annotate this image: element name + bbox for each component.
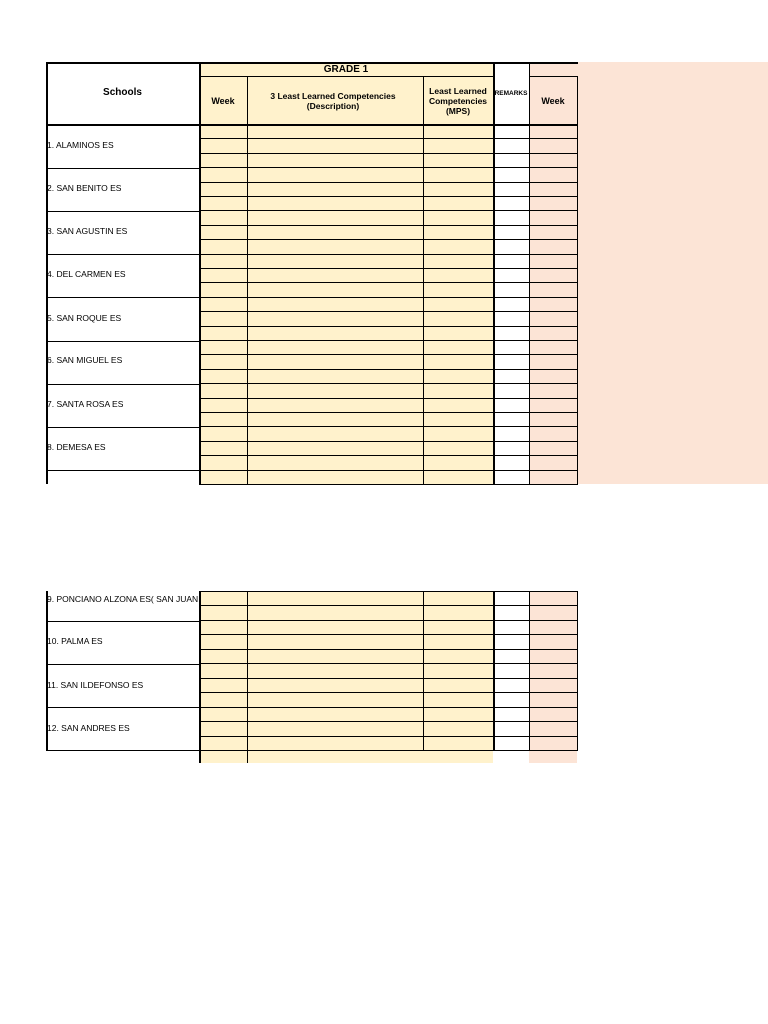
grade1-fill-2 [199, 591, 493, 763]
row-border [199, 254, 578, 255]
column-border [577, 76, 578, 484]
row-border [199, 470, 578, 471]
row-border [199, 196, 578, 197]
row-border [199, 591, 578, 592]
row-border [199, 297, 578, 298]
school-name: 2. SAN BENITO ES [47, 183, 122, 193]
column-border [493, 591, 495, 750]
mps-header: Least Learned Competencies (MPS) [428, 86, 488, 116]
school-name: 8. DEMESA ES [47, 442, 106, 452]
next-grade-fill-2 [529, 591, 577, 763]
row-border [46, 341, 199, 342]
school-name: 7. SANTA ROSA ES [47, 399, 124, 409]
row-border [199, 369, 578, 370]
school-name: 3. SAN AGUSTIN ES [47, 226, 128, 236]
school-name: 5. SAN ROQUE ES [47, 313, 122, 323]
column-border [577, 591, 578, 750]
grade1-header: GRADE 1 [323, 63, 369, 75]
row-border [199, 736, 578, 737]
school-name: 1. ALAMINOS ES [47, 140, 114, 150]
row-border [199, 721, 578, 722]
column-border [199, 591, 201, 763]
row-border [46, 168, 199, 169]
column-border [247, 76, 248, 484]
column-border [423, 76, 424, 484]
row-border [199, 692, 578, 693]
week-header: Week [211, 96, 235, 106]
column-border [529, 591, 530, 750]
row-border [199, 225, 578, 226]
school-name: 12. SAN ANDRES ES [47, 723, 130, 733]
row-border [199, 455, 578, 456]
row-border [199, 484, 578, 485]
column-border [493, 62, 495, 484]
row-border [199, 326, 578, 327]
remarks-header: REMARKS [494, 89, 528, 97]
row-border [199, 153, 578, 154]
column-border [46, 62, 48, 484]
row-border [199, 268, 578, 269]
row-border [199, 383, 578, 384]
row-border [199, 426, 578, 427]
row-border [46, 750, 199, 751]
row-border [199, 750, 578, 751]
row-border [199, 441, 578, 442]
row-border [46, 124, 578, 126]
row-border [46, 211, 199, 212]
school-name: 6. SAN MIGUEL ES [47, 355, 123, 365]
row-border [199, 605, 578, 606]
row-border [199, 138, 578, 139]
row-border [529, 76, 578, 77]
school-name: 10. PALMA ES [47, 636, 103, 646]
column-border [46, 591, 48, 750]
row-border [199, 340, 578, 341]
competencies-header: 3 Least Learned Competencies (Description) [270, 91, 396, 111]
row-border [46, 384, 199, 385]
school-name: 4. DEL CARMEN ES [47, 269, 126, 279]
column-border [199, 62, 201, 484]
row-border [199, 76, 493, 77]
row-border [199, 649, 578, 650]
row-border [46, 707, 199, 708]
school-name: 11. SAN ILDEFONSO ES [47, 680, 144, 690]
row-border [46, 62, 578, 64]
row-border [199, 398, 578, 399]
row-border [199, 678, 578, 679]
row-border [46, 664, 199, 665]
row-border [199, 167, 578, 168]
row-border [199, 182, 578, 183]
row-border [199, 239, 578, 240]
row-border [199, 634, 578, 635]
column-border [247, 591, 248, 763]
row-border [199, 663, 578, 664]
row-border [199, 210, 578, 211]
row-border [46, 254, 199, 255]
week2-header: Week [541, 96, 565, 106]
row-border [199, 311, 578, 312]
row-border [46, 427, 199, 428]
row-border [199, 354, 578, 355]
row-border [46, 470, 199, 471]
row-border [199, 412, 578, 413]
row-border [199, 282, 578, 283]
row-border [46, 297, 199, 298]
row-border [199, 707, 578, 708]
column-border [529, 62, 530, 484]
row-border [46, 621, 199, 622]
column-border [423, 591, 424, 750]
row-border [199, 620, 578, 621]
school-name: 9. PONCIANO ALZONA ES( SAN JUAN [47, 594, 199, 604]
schools-header: Schools [103, 86, 142, 98]
